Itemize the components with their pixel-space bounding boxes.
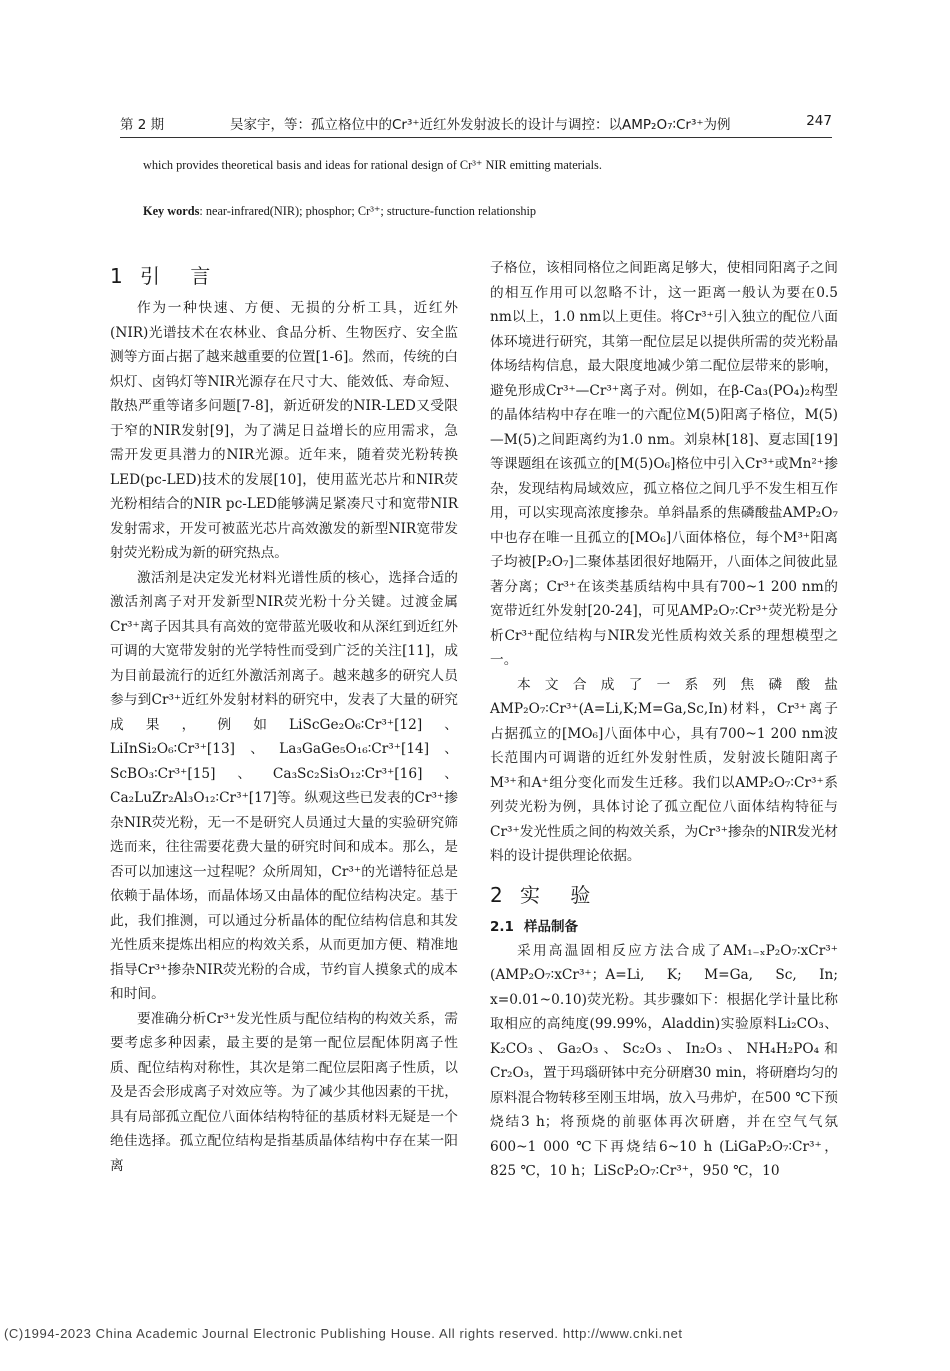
right-column: [490, 256, 838, 1184]
keywords-label: Key words: [143, 204, 200, 218]
copyright-footer: (C)1994-2023 China Academic Journal Electronic Publishing House. All rights reserved. http://www.cnki.net: [4, 1326, 683, 1341]
subsection-2-1-heading: [490, 915, 838, 939]
section-2-heading: [490, 875, 838, 915]
keywords-text: : near-infrared(NIR); phosphor; Cr³⁺; structure-function relationship: [199, 204, 537, 218]
section-1-number: 1: [110, 264, 123, 288]
section-2-number: 2: [490, 882, 503, 907]
subsection-title: 样品制备: [524, 918, 578, 935]
left-column: [110, 256, 458, 1178]
paragraph-continuation: 子格位，该相同格位之间距离足够大，使相同阳离子之间的相互作用可以忽略不计，这一距离一般认为要在0.5 nm以上，1.0 nm以上更佳。将Cr³⁺引入独立的配位八面体环境进行研究，其第一配位层足以提供所需的荧光粉晶体场结构信息，最大限度地减少第二配位层带来的影响，避免形成Cr³⁺—Cr³⁺离子对。例如，在β-Ca₃(PO₄)₂构型的晶体结构中存在唯一的六配位M(5)阳离子格位，M(5)—M(5)之间距离约为1.0 nm。刘泉林[18]、夏志国[19]等课题组在该孤立的[M(5)O₆]格位中引入Cr³⁺或Mn²⁺掺杂，发现结构局域效应，孤立格位之间几乎不发生相互作用，可以实现高浓度掺杂。单斜晶系的焦磷酸盐AMP₂O₇中也存在唯一且孤立的[MO₆]八面体格位，每个M³⁺阳离子均被[P₂O₇]二聚体基团很好地隔开，八面体之间彼此显著分离；Cr³⁺在该类基质结构中具有700~1 200 nm的宽带近红外发射[20-24]，可见AMP₂O₇∶Cr³⁺荧光粉是分析Cr³⁺配位结构与NIR发光性质构效关系的理想模型之一。: [490, 260, 838, 668]
paragraph: 作为一种快速、方便、无损的分析工具，近红外(NIR)光谱技术在农林业、食品分析、生物医疗、安全监测等方面占据了越来越重要的位置[1-6]。然而，传统的白炽灯、卤钨灯等NIR光源存在尺寸大、能效低、寿命短、散热严重等诸多问题[7-8]，新近研发的NIR-LED又受限于窄的NIR发射[9]，为了满足日益增长的应用需求，急需开发更具潜力的NIR光源。近年来，随着荧光粉转换LED(pc-LED)技术的发展[10]，使用蓝光芯片和NIR荧光粉相结合的NIR pc-LED能够满足紧凑尺寸和宽带NIR发射需求，开发可被蓝光芯片高效激发的新型NIR宽带发射荧光粉成为新的研究热点。: [110, 300, 458, 561]
paragraph: 要准确分析Cr³⁺发光性质与配位结构的构效关系，需要考虑多种因素，最主要的是第一配位层配体阴离子性质、配位结构对称性，其次是第二配位层阳离子性质，以及是否会形成离子对效应等。为了减少其他因素的干扰，具有局部孤立配位八面体结构特征的基质材料无疑是一个绝佳选择。孤立配位结构是指基质晶体结构中存在某一阳离: [110, 1010, 458, 1174]
keywords-line: [143, 204, 536, 219]
section-1-heading: [110, 256, 458, 296]
paragraph: 采用高温固相反应方法合成了AM₁₋ₓP₂O₇∶xCr³⁺ (AMP₂O₇∶xCr³⁺；A=Li, K; M=Ga, Sc, In; x=0.01~0.10)荧光粉。其步骤如下：根据化学计量比称取相应的高纯度(99.99%，Aladdin)实验原料Li₂CO₃、K₂CO₃、Ga₂O₃、Sc₂O₃、In₂O₃、NH₄H₂PO₄和Cr₂O₃，置于玛瑙研钵中充分研磨30 min，将研磨均匀的原料混合物转移至刚玉坩埚，放入马弗炉，在500 ℃下预烧结3 h；将预烧的前驱体再次研磨，并在空气气氛600~1 000 ℃下再烧结6~10 h (LiGaP₂O₇∶Cr³⁺，825 ℃，10 h；LiScP₂O₇∶Cr³⁺，950 ℃，10: [490, 942, 838, 1179]
abstract-tail: which provides theoretical basis and ideas for rational design of Cr³⁺ NIR emitting materials.: [143, 158, 602, 172]
page-number: 247: [806, 113, 832, 129]
running-title: 吴家宇，等：孤立格位中的Cr³⁺近红外发射波长的设计与调控：以AMP₂O₇∶Cr³⁺为例: [230, 117, 731, 133]
section-1-title: 引 言: [140, 264, 223, 288]
issue-label: 第 2 期: [120, 117, 165, 133]
paragraph: 激活剂是决定发光材料光谱性质的核心，选择合适的激活剂离子对开发新型NIR荧光粉十分关键。过渡金属Cr³⁺离子因其具有高效的宽带蓝光吸收和从深红到近红外可调的大宽带发射的光学特性而受到广泛的关注[11]，成为目前最流行的近红外激活剂离子。越来越多的研究人员参与到Cr³⁺近红外发射材料的研究中，发表了大量的研究成果，例如LiScGe₂O₆∶Cr³⁺[12]、LiInSi₂O₆∶Cr³⁺[13]、La₃GaGe₅O₁₆∶Cr³⁺[14]、ScBO₃∶Cr³⁺[15]、Ca₃Sc₂Si₃O₁₂∶Cr³⁺[16]、Ca₂LuZr₂Al₃O₁₂∶Cr³⁺[17]等。纵观这些已发表的Cr³⁺掺杂NIR荧光粉，无一不是研究人员通过大量的实验研究筛选而来，往往需要花费大量的研究时间和成本。那么，是否可以加速这一过程呢？众所周知，Cr³⁺的光谱特征总是依赖于晶体场，而晶体场又由晶体的配位结构决定。基于此，我们推测，可以通过分析晶体的配位结构信息和其发光性质来提炼出相应的构效关系，从而更加方便、精准地指导Cr³⁺掺杂NIR荧光粉的合成，节约盲人摸象式的成本和时间。: [110, 569, 458, 1002]
subsection-number: 2.1: [490, 918, 514, 935]
header-rule: [120, 137, 832, 138]
running-header: [120, 113, 832, 135]
paragraph: 本文合成了一系列焦磷酸盐AMP₂O₇∶Cr³⁺(A=Li,K;M=Ga,Sc,In)材料，Cr³⁺离子占据孤立的[MO₆]八面体中心，具有700~1 200 nm波长范围内可调谐的近红外发射性质，发射波长随阳离子M³⁺和A⁺组分变化而发生迁移。我们以AMP₂O₇∶Cr³⁺系列荧光粉为例，具体讨论了孤立配位八面体结构特征与Cr³⁺发光性质之间的构效关系，为Cr³⁺掺杂的NIR发光材料的设计提供理论依据。: [490, 676, 838, 864]
section-2-title: 实 验: [520, 882, 603, 907]
